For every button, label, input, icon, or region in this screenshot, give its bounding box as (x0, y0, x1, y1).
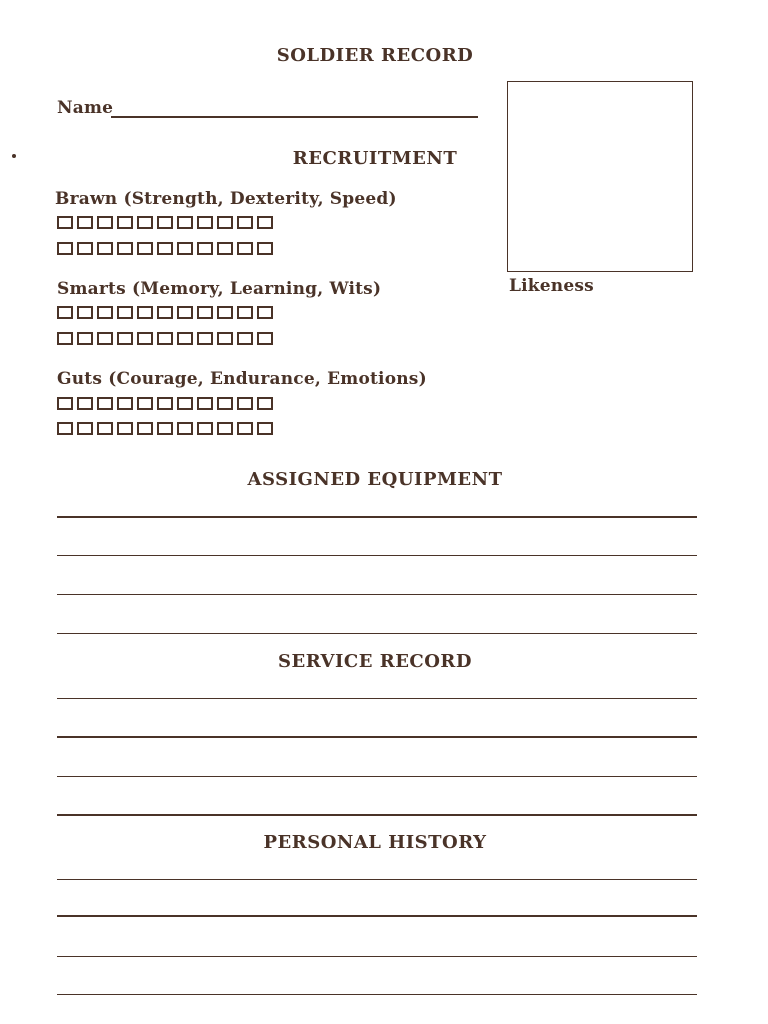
smarts-checkbox[interactable] (97, 306, 113, 319)
equipment-line[interactable] (57, 594, 697, 595)
smarts-checkbox[interactable] (237, 332, 253, 345)
brawn-checkbox[interactable] (217, 216, 233, 229)
likeness-photo-box[interactable] (507, 81, 693, 272)
brawn-checkbox[interactable] (137, 242, 153, 255)
guts-checkbox[interactable] (237, 397, 253, 410)
smarts-checkbox[interactable] (197, 332, 213, 345)
equipment-line[interactable] (57, 555, 697, 556)
smarts-checkbox[interactable] (237, 306, 253, 319)
recruitment-heading-text: RECRUITMENT (292, 148, 458, 169)
brawn-checkbox[interactable] (117, 242, 133, 255)
smarts-checkbox[interactable] (137, 306, 153, 319)
brawn-checkbox[interactable] (157, 242, 173, 255)
guts-checkbox[interactable] (177, 397, 193, 410)
smarts-checkbox[interactable] (217, 306, 233, 319)
brawn-checkbox[interactable] (237, 216, 253, 229)
smarts-checkbox[interactable] (177, 306, 193, 319)
smarts-checkbox[interactable] (257, 306, 273, 319)
brawn-checkbox[interactable] (217, 242, 233, 255)
guts-checkbox[interactable] (57, 397, 73, 410)
guts-checkbox[interactable] (257, 422, 273, 435)
smarts-checkbox[interactable] (77, 332, 93, 345)
brawn-checkbox[interactable] (157, 216, 173, 229)
service-line[interactable] (57, 814, 697, 816)
brawn-checkbox[interactable] (97, 242, 113, 255)
history-line[interactable] (57, 994, 697, 995)
smarts-checkbox[interactable] (57, 306, 73, 319)
smarts-checkbox[interactable] (197, 306, 213, 319)
brawn-checkbox[interactable] (257, 242, 273, 255)
page-title: SOLDIER RECORD (276, 45, 474, 66)
brawn-checkbox[interactable] (117, 216, 133, 229)
guts-checkbox-row-2 (57, 422, 273, 435)
service-line[interactable] (57, 736, 697, 738)
brawn-checkbox[interactable] (77, 242, 93, 255)
brawn-checkbox-row-2 (57, 242, 273, 255)
smarts-checkbox[interactable] (257, 332, 273, 345)
service-line[interactable] (57, 776, 697, 777)
guts-checkbox[interactable] (197, 397, 213, 410)
name-input-line[interactable] (111, 116, 478, 118)
guts-label: Guts (Courage, Endurance, Emotions) (57, 369, 427, 389)
brawn-checkbox[interactable] (257, 216, 273, 229)
smarts-checkbox[interactable] (217, 332, 233, 345)
guts-checkbox[interactable] (217, 422, 233, 435)
brawn-checkbox[interactable] (77, 216, 93, 229)
guts-checkbox[interactable] (157, 422, 173, 435)
brawn-checkbox[interactable] (177, 242, 193, 255)
guts-checkbox[interactable] (157, 397, 173, 410)
brawn-checkbox[interactable] (57, 216, 73, 229)
history-heading: PERSONAL HISTORY (263, 832, 487, 853)
guts-checkbox[interactable] (97, 397, 113, 410)
guts-checkbox[interactable] (137, 397, 153, 410)
brawn-checkbox[interactable] (237, 242, 253, 255)
smarts-checkbox[interactable] (117, 332, 133, 345)
guts-checkbox[interactable] (77, 422, 93, 435)
guts-checkbox-row-1 (57, 397, 273, 410)
name-label: Name (57, 98, 114, 118)
smarts-checkbox[interactable] (117, 306, 133, 319)
history-line[interactable] (57, 915, 697, 917)
brawn-checkbox[interactable] (197, 216, 213, 229)
guts-checkbox[interactable] (257, 397, 273, 410)
recruitment-heading (0, 148, 750, 169)
guts-checkbox[interactable] (97, 422, 113, 435)
smarts-checkbox[interactable] (57, 332, 73, 345)
smarts-checkbox[interactable] (97, 332, 113, 345)
guts-checkbox[interactable] (237, 422, 253, 435)
guts-checkbox[interactable] (177, 422, 193, 435)
likeness-label: Likeness (509, 276, 594, 296)
history-line[interactable] (57, 956, 697, 957)
guts-checkbox[interactable] (57, 422, 73, 435)
guts-checkbox[interactable] (117, 422, 133, 435)
brawn-checkbox[interactable] (57, 242, 73, 255)
history-line[interactable] (57, 879, 697, 880)
guts-checkbox[interactable] (77, 397, 93, 410)
smarts-checkbox[interactable] (177, 332, 193, 345)
smarts-label: Smarts (Memory, Learning, Wits) (57, 279, 382, 299)
equipment-line[interactable] (57, 516, 697, 518)
equipment-heading: ASSIGNED EQUIPMENT (247, 469, 503, 490)
brawn-checkbox[interactable] (197, 242, 213, 255)
smarts-checkbox-row-1 (57, 306, 273, 319)
brawn-checkbox[interactable] (137, 216, 153, 229)
brawn-label: Brawn (Strength, Dexterity, Speed) (55, 189, 397, 209)
brawn-checkbox[interactable] (177, 216, 193, 229)
smarts-checkbox[interactable] (77, 306, 93, 319)
guts-checkbox[interactable] (137, 422, 153, 435)
brawn-checkbox-row-1 (57, 216, 273, 229)
guts-checkbox[interactable] (217, 397, 233, 410)
service-line[interactable] (57, 698, 697, 699)
smarts-checkbox[interactable] (157, 332, 173, 345)
service-heading: SERVICE RECORD (278, 651, 472, 672)
smarts-checkbox-row-2 (57, 332, 273, 345)
smarts-checkbox[interactable] (157, 306, 173, 319)
smarts-checkbox[interactable] (137, 332, 153, 345)
equipment-line[interactable] (57, 633, 697, 634)
brawn-checkbox[interactable] (97, 216, 113, 229)
guts-checkbox[interactable] (117, 397, 133, 410)
guts-checkbox[interactable] (197, 422, 213, 435)
